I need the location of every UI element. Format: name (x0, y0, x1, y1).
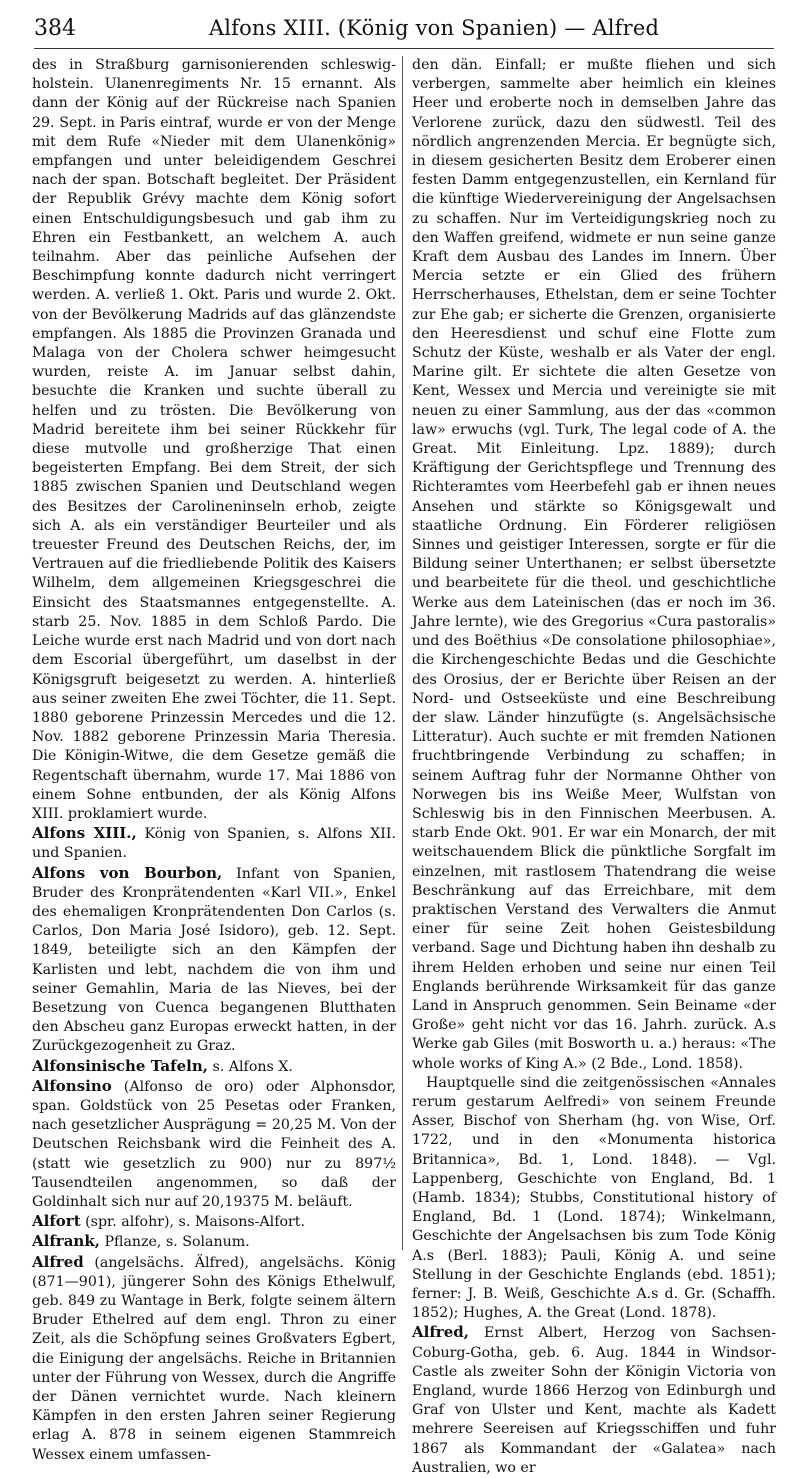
entry-alfred-duke (412, 1323, 776, 1478)
entry-headword: Alfonsino (32, 1076, 112, 1095)
entry-text: (Alfonso de oro) oder Alphonsdor, span. Goldstück von 25 Pesetas oder Franken, nach gesetzlicher Ausprägung = 20,25 M. Von der Deutschen Reichsbank wird die Feinheit des A. (statt wie gesetzlich zu 900) nur zu 897½ Tausendteilen angenommen, so daß der Goldinhalt sich nur auf 20,19375 M. beläuft. (32, 1078, 396, 1210)
entry-text: (spr. alfohr), s. Maisons-Alfort. (80, 1214, 305, 1231)
entry-alfred-king (32, 1253, 396, 1465)
entry-text: Ernst Albert, Herzog von Sachsen-Coburg-Gotha, geb. 6. Aug. 1844 in Windsor-Castle als zweiter Sohn der Königin Victoria von England, wurde 1866 Herzog von Edinburgh und Graf von Ulster und Kent, machte als Kadett mehrere Seereisen auf Kriegsschiffen und fuhr 1867 als Kommandant der «Galatea» nach Australien, wo er (412, 1325, 776, 1476)
entry-alfonsinische-tafeln (32, 1057, 396, 1077)
entry-text: s. Alfons X. (207, 1058, 293, 1075)
right-column (412, 56, 776, 1478)
entry-headword: Alfonsinische Tafeln, (32, 1056, 208, 1075)
page-header (34, 6, 774, 46)
entry-headword: Alfons XIII., (32, 824, 137, 843)
entry-headword: Alfort (32, 1212, 81, 1231)
page-number: 384 (34, 16, 76, 41)
running-title: Alfons XIII. (König von Spanien) — Alfred (208, 16, 660, 40)
entry-text: Infant von Spanien, Bruder des Kronprätendenten «Karl VII.», Enkel des ehemaligen Kronprätendenten Don Carlos (s. Carlos, Don Maria José Isidoro), geb. 12. Sept. 1849, beteiligte sich an den Kämpfen der Karlisten und lebt, nachdem die von ihm und seiner Gemahlin, Maria de las Nieves, bei der Besetzung von Cuenca begangenen Blutthaten den Abscheu ganz Europas erweckt hatten, in der Zurückgezogenheit zu Graz. (32, 865, 396, 1055)
left-column (32, 56, 396, 1465)
column-divider (402, 56, 403, 1250)
entry-alfonsino (32, 1077, 396, 1212)
entry-headword: Alfrank, (32, 1232, 100, 1251)
entry-alfons-xiii (32, 824, 396, 863)
alfred-king-continuation: den dän. Einfall; er mußte fliehen und sich verbergen, sammelte aber heimlich ein kleines Heer und eroberte noch in demselben Jahre das Verlorene zurück, dazu den südwestl. Teil des nördlich angrenzenden Mercia. Er begnügte sich, in diesem gesicherten Besitz dem Eroberer einen festen Damm entgegenzustellen, ein Kernland für die künftige Wiedervereinigung der Angelsachsen zu schaffen. Nur im Verteidigungskrieg noch zu den Waffen greifend, widmete er nun seine ganze Kraft dem Ausbau des Landes im Innern. Über Mercia setzte er ein Glied des frühern Herrscherhauses, Ethelstan, dem er seine Tochter zur Ehe gab; er sicherte die Grenzen, organisierte den Heeresdienst und schuf eine Flotte zum Schutz der Küste, weshalb er als Vater der engl. Marine gilt. Er sichtete die alten Gesetze von Kent, Wessex und Mercia und vereinigte sie mit neuen zu einer Sammlung, aus der das «common law» erwuchs (vgl. Turk, The legal code of A. the Great. Mit Einleitung. Lpz. 1889); durch Kräftigung der Gerichtspflege und Trennung des Richteramtes vom Heerbefehl gab er ihnen neues Ansehen und stärkte so Königsgewalt und staatliche Ordnung. Ein Förderer religiösen Sinnes und geistiger Interessen, sorgte er für die Bildung seiner Unterthanen; er selbst übersetzte und bearbeitete für die theol. und geschichtliche Werke aus dem Lateinischen (das er noch im 36. Jahre lernte), wie des Gregorius «Cura pastoralis» und des Boëthius «De consolatione philosophiae», die Kirchengeschichte Bedas und die Geschichte des Orosius, der er Berichte über Reisen an der Nord- und Ostseeküste und eine Beschreibung der slaw. Länder hinzufügte (s. Angelsächsische Litteratur). Auch suchte er mit fremden Nationen fruchtbringende Verbindung zu schaffen; in seinem Auftrag fuhr der Normanne Ohther von Norwegen bis ins Weiße Meer, Wulfstan von Schleswig bis in den Finnischen Meerbusen. A. starb Ende Okt. 901. Er war ein Monarch, der mit weitschauendem Blick die pünktliche Sorgfalt im einzelnen, mit rastlosem Thatendrang die weise Beschränkung auf das Erreichbare, mit dem praktischen Verstand des Verwalters die Anmut einer für seine Zeit hohen Geistesbildung verband. Sage und Dichtung haben ihn deshalb zu ihrem Helden erhoben und seine nur einen Teil Englands berührende Wirksamkeit für das ganze Land in Anspruch genommen. Sein Beiname «der Große» geht nicht vor das 16. Jahrh. zurück. A.s Werke gab Giles (mit Bosworth u. a.) heraus: «The whole works of King A.» (2 Bde., Lond. 1858). (412, 57, 776, 1072)
entry-text: (angelsächs. Älfred), angelsächs. König (871—901), jüngerer Sohn des Königs Ethelwulf, geb. 849 zu Wantage in Berk, folgte seinem ältern Bruder Ethelred auf dem engl. Thron zu einer Zeit, als die Schöpfung seines Großvaters Egbert, die Einigung der angelsächs. Reiche in Britannien unter der Führung von Wessex, durch die Angriffe der Dänen vernichtet wurde. Nach kleinern Kämpfen in den ersten Jahren seiner Regierung erlag A. 878 in seinem eigenen Stammreich Wessex einem umfassen- (32, 1254, 396, 1463)
alfons-xii-continuation: des in Straßburg garnisonierenden schleswig-holstein. Ulanenregiments Nr. 15 ernannt. Als dann der König auf der Rückreise nach Spanien 29. Sept. in Paris eintraf, wurde er von der Menge mit dem Rufe «Nieder mit dem Ulanenkönig» empfangen und unter beleidigendem Geschrei nach der span. Botschaft begleitet. Der Präsident der Republik Grévy machte dem König sofort einen Entschuldigungsbesuch und gab ihm zu Ehren ein Festbankett, an welchem A. auch teilnahm. Aber das peinliche Aufsehen der Beschimpfung konnte dadurch nicht verringert werden. A. verließ 1. Okt. Paris und wurde 2. Okt. von der Bevölkerung Madrids auf das glänzendste empfangen. Als 1885 die Provinzen Granada und Malaga von der Cholera schwer heimgesucht wurden, reiste A. im Januar selbst dahin, besuchte die Kranken und suchte überall zu helfen und zu trösten. Die Bevölkerung von Madrid bereitete ihm bei seiner Rückkehr für diese mutvolle und großherzige That einen begeisterten Empfang. Bei dem Streit, der sich 1885 zwischen Spanien und Deutschland wegen des Besitzes der Carolineninseln erhob, zeigte sich A. als ein verständiger Beurteiler und als treuester Freund des Deutschen Reichs, der, im Vertrauen auf die friedliebende Politik des Kaisers Wilhelm, dem allgemeinen Kriegsgeschrei die Einsicht des Staatsmannes entgegenstellte. A. starb 25. Nov. 1885 in dem Schloß Pardo. Die Leiche wurde erst nach Madrid und von dort nach dem Escorial übergeführt, um daselbst in der Königsgruft beigesetzt zu werden. A. hinterließ aus seiner zweiten Ehe zwei Töchter, die 11. Sept. 1880 geborene Prinzessin Mercedes und die 12. Nov. 1882 geborene Prinzessin Maria Theresia. Die Königin-Witwe, die dem Gesetze gemäß die Regentschaft übernahm, wurde 17. Mai 1886 von einem Sohne entbunden, der als König Alfons XIII. proklamiert wurde. (32, 57, 396, 822)
entry-text: Pflanze, s. Solanum. (99, 1234, 250, 1251)
alfred-sources-paragraph: Hauptquelle sind die zeitgenössischen «Annales rerum gestarum Aelfredi» von seinem Freunde Asser, Bischof von Sherham (hg. von Wise, Orf. 1722, und in den «Monumenta historica Britannica», Bd. 1, Lond. 1848). — Vgl. Lappenberg, Geschichte von England, Bd. 1 (Hamb. 1834); Stubbs, Constitutional history of England, Bd. 1 (Lond. 1874); Winkelmann, Geschichte der Angelsachsen bis zum Tode König A.s (Berl. 1883); Pauli, König A. und seine Stellung in der Geschichte Englands (ebd. 1851); ferner: J. B. Weiß, Geschichte A.s d. Gr. (Schaffh. 1852); Hughes, A. the Great (Lond. 1878). (412, 1074, 776, 1322)
entry-alfons-von-bourbon (32, 864, 396, 1057)
entry-alfrank (32, 1232, 396, 1252)
entry-headword: Alfons von Bourbon, (32, 863, 223, 882)
header-rule (34, 48, 774, 49)
entry-alfort (32, 1212, 396, 1232)
entry-text: König von Spanien, s. Alfons XII. und Spanien. (32, 826, 396, 862)
entry-headword: Alfred, (412, 1323, 469, 1342)
entry-headword: Alfred (32, 1252, 84, 1271)
